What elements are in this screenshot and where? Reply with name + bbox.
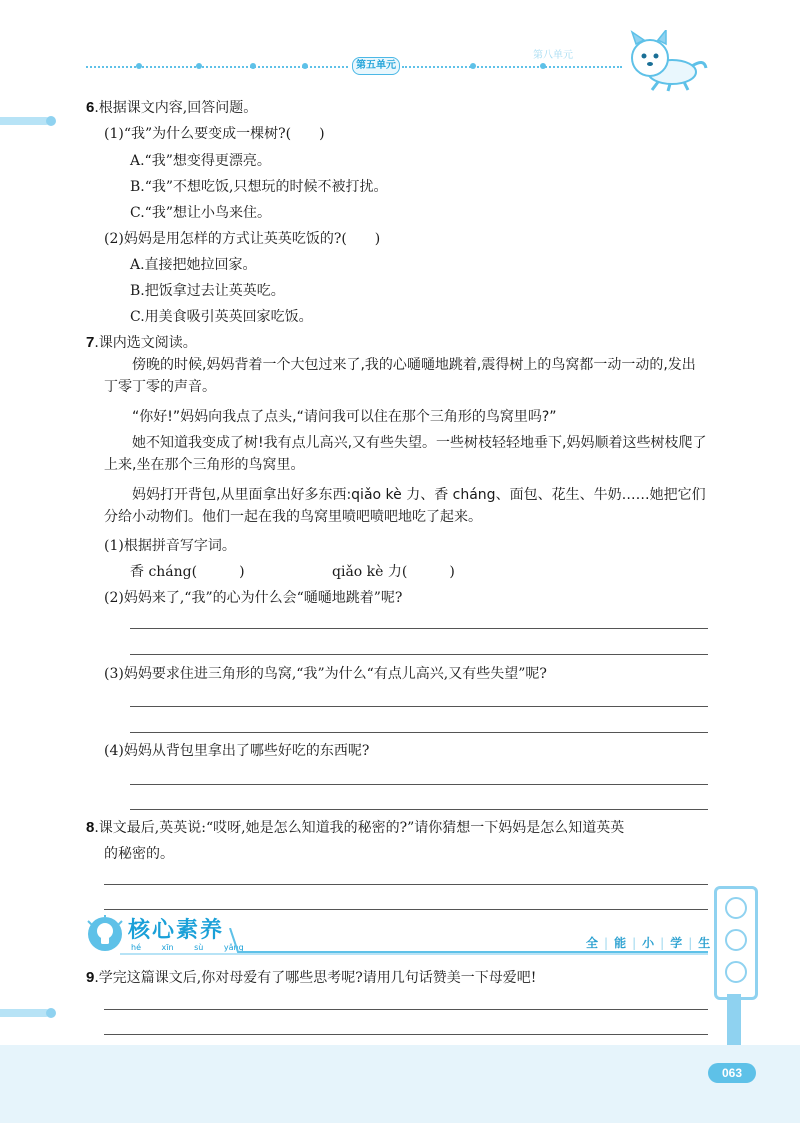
q7-stem xyxy=(86,333,197,353)
header-dot xyxy=(136,63,142,69)
header-dotted-line-right xyxy=(402,66,622,68)
margin-tab xyxy=(0,117,50,125)
margin-tab-knob xyxy=(46,1008,56,1018)
q6-sub1-option-a: A.“我”想变得更漂亮。 xyxy=(130,153,271,169)
q7-passage-p4: 妈妈打开背包,从里面拿出好多东西:qiǎo kè 力、香 cháng、面包、花生、牛奶……她把它们分给小动物们。他们一起在我的鸟窝里喷吧喷吧地吃了起来。 xyxy=(104,487,706,525)
q9-number: 9 xyxy=(86,969,95,986)
q6-sub2-stem: (2)妈妈是用怎样的方式让英英吃饭的?( ) xyxy=(104,231,381,247)
slogan-char: 全 xyxy=(586,936,599,950)
q6-sub1-option-c: C.“我”想让小鸟来住。 xyxy=(130,205,271,221)
answer-line[interactable] xyxy=(130,809,708,810)
q6-sub2-option-b: B.把饭拿过去让英英吃。 xyxy=(130,283,285,299)
answer-line[interactable] xyxy=(104,909,708,910)
light-circle xyxy=(725,961,747,983)
q7-sub2-stem: (2)妈妈来了,“我”的心为什么会“嗵嗵地跳着”呢? xyxy=(104,590,403,606)
core-title-pinyin: hé xīn sù yǎng xyxy=(131,943,244,952)
q7-sub1-item2: qiǎo kè 力( ) xyxy=(332,564,455,580)
q7-sub1-item1: 香 cháng( ) xyxy=(130,564,245,580)
unit-badge: 第五单元 xyxy=(352,57,400,75)
q7-sub1-stem: (1)根据拼音写字词。 xyxy=(104,538,236,554)
q9-stem xyxy=(86,968,536,988)
q9-stem-text: .学完这篇课文后,你对母爱有了哪些思考呢?请用几句话赞美一下母爱吧! xyxy=(94,970,537,986)
q6-stem xyxy=(86,98,257,118)
header-dot xyxy=(302,63,308,69)
q7-passage-p3: 她不知道我变成了树!我有点儿高兴,又有些失望。一些树枝轻轻地垂下,妈妈顺着这些树枝爬了上来,坐在那个三角形的鸟窝里。 xyxy=(104,435,707,473)
answer-line[interactable] xyxy=(130,654,708,655)
core-title: 核心素养 xyxy=(128,918,225,943)
answer-line[interactable] xyxy=(104,1009,708,1010)
slogan-char: 学 xyxy=(670,936,683,950)
light-circle xyxy=(725,897,747,919)
q6-sub2-option-c: C.用美食吸引英英回家吃饭。 xyxy=(130,309,313,325)
q6-sub2-option-a: A.直接把她拉回家。 xyxy=(130,257,257,273)
q7-passage-p2: “你好!”妈妈向我点了点头,“请问我可以住在那个三角形的鸟窝里吗?” xyxy=(132,409,557,425)
margin-tab-knob xyxy=(46,116,56,126)
answer-line[interactable] xyxy=(130,706,708,707)
q6-sub1-stem: (1)“我”为什么要变成一棵树?( ) xyxy=(104,126,325,142)
unit-faint-label: 第八单元 xyxy=(533,50,573,61)
q7-number: 7 xyxy=(86,334,95,351)
traffic-light-pole xyxy=(727,994,741,1046)
header-dot xyxy=(196,63,202,69)
slogan-char: 生 xyxy=(698,936,711,950)
header-dot xyxy=(470,63,476,69)
footer-band xyxy=(0,1045,800,1123)
answer-line[interactable] xyxy=(130,628,708,629)
light-circle xyxy=(725,929,747,951)
answer-line[interactable] xyxy=(104,1034,708,1035)
slogan-char: 能 xyxy=(614,936,627,950)
header-dot xyxy=(540,63,546,69)
lightbulb-icon xyxy=(86,915,124,953)
q6-number: 6 xyxy=(86,99,95,116)
answer-line[interactable] xyxy=(104,884,708,885)
traffic-light-icon xyxy=(714,886,758,1000)
q8-number: 8 xyxy=(86,819,95,836)
page-number: 063 xyxy=(708,1063,756,1083)
q7-passage-p1: 傍晚的时候,妈妈背着一个大包过来了,我的心嗵嗵地跳着,震得树上的鸟窝都一动一动的,发出丁零丁零的声音。 xyxy=(104,357,696,395)
q7-sub4-stem: (4)妈妈从背包里拿出了哪些好吃的东西呢? xyxy=(104,743,370,759)
q7-stem-text: .课内选文阅读。 xyxy=(94,335,197,351)
q8-stem-line1 xyxy=(86,818,624,838)
q8-stem-text: .课文最后,英英说:“哎呀,她是怎么知道我的秘密的?”请你猜想一下妈妈是怎么知道英英 xyxy=(94,820,625,836)
answer-line[interactable] xyxy=(130,784,708,785)
dog-mascot-icon xyxy=(622,30,708,92)
q6-sub1-option-b: B.“我”不想吃饭,只想玩的时候不被打扰。 xyxy=(130,179,388,195)
core-slogan: 全 | 能 | 小 | 学 | 生 xyxy=(586,936,711,950)
header-dot xyxy=(250,63,256,69)
q7-sub3-stem: (3)妈妈要求住进三角形的鸟窝,“我”为什么“有点儿高兴,又有些失望”呢? xyxy=(104,666,547,682)
margin-tab xyxy=(0,1009,50,1017)
answer-line[interactable] xyxy=(130,732,708,733)
slogan-char: 小 xyxy=(642,936,655,950)
q8-stem-line2: 的秘密的。 xyxy=(104,846,174,862)
q6-stem-text: .根据课文内容,回答问题。 xyxy=(94,100,258,116)
header-dotted-line-left xyxy=(86,66,348,68)
